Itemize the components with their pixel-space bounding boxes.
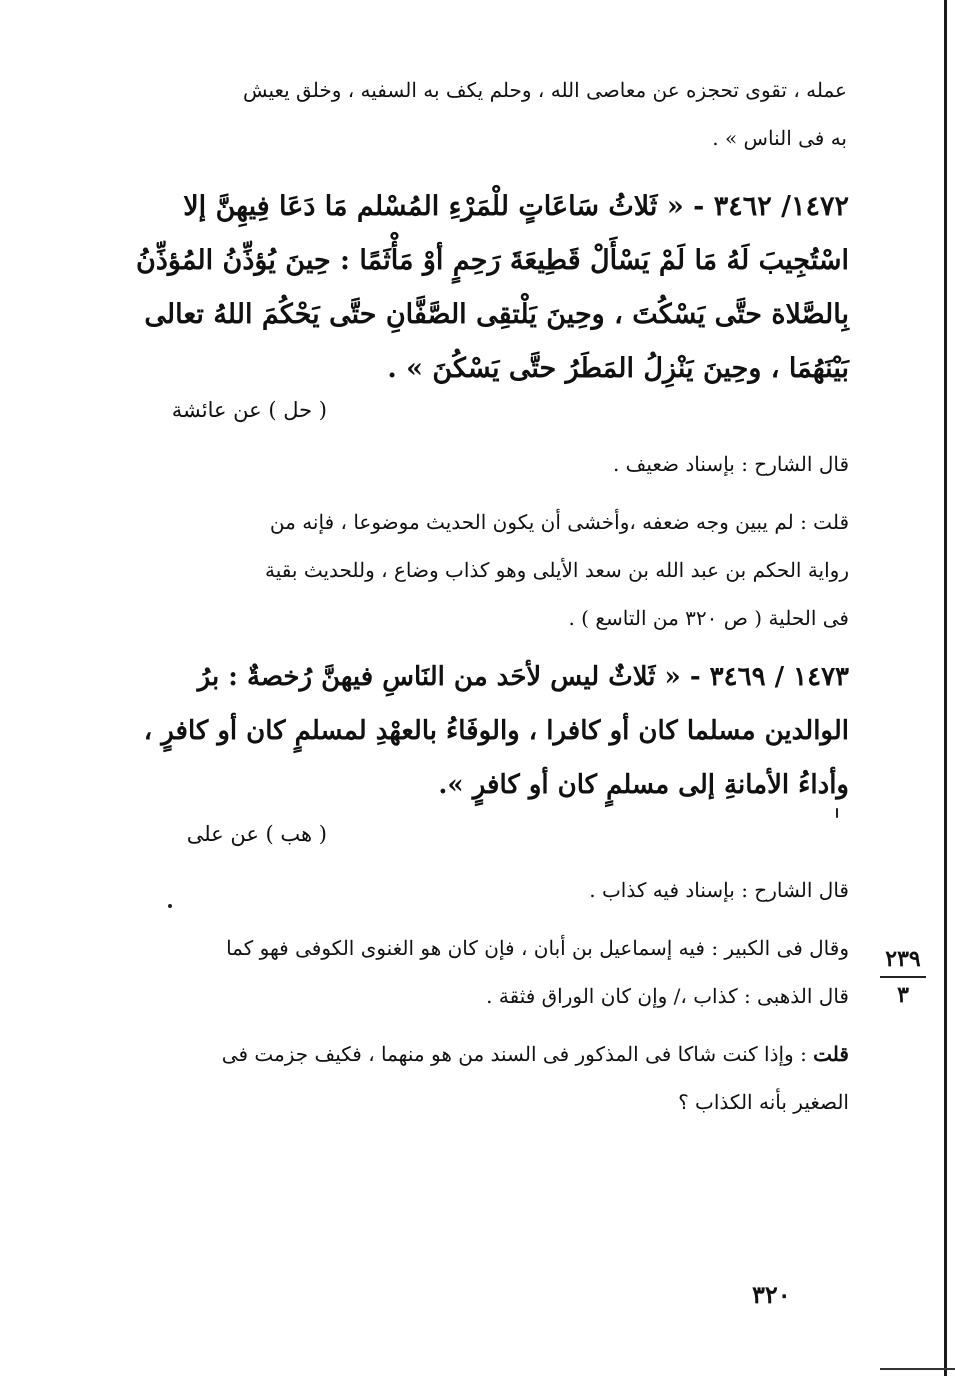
margin-reference-bottom: ٣ <box>897 982 909 1008</box>
margin-reference-rule <box>880 976 926 978</box>
intro-line-1: عمله ، تقوى تحجزه عن معاصى الله ، وحلم يكف به السفيه ، وخلق يعيش <box>242 78 847 102</box>
margin-reference-top: ٢٣٩ <box>885 946 921 972</box>
intro-line-2: به فى الناس » . <box>712 126 847 150</box>
page-edge-line <box>944 0 947 1376</box>
hadith-1472-line-3: بِالصَّلاة حتَّى يَسْكُتَ ، وحِينَ يَلْتقِى الصَّفَّانِ حتَّى يَحْكُمَ اللهُ تعالى <box>144 299 849 330</box>
hadith-1472-qult <box>149 498 849 642</box>
hadith-1472-sharih <box>149 440 849 488</box>
hadith-1473-qult <box>149 1030 849 1126</box>
page-number: ٣٢٠ <box>752 1280 791 1309</box>
hadith-1472-qult-line-2: رواية الحكم بن عبد الله بن سعد الأيلى وهو كذاب وضاع ، وللحديث بقية <box>265 558 849 582</box>
hadith-1473-sharih-text: قال الشارح : بإسناد فيه كذاب . <box>589 878 849 902</box>
hadith-1473-line-1: ١٤٧٣ / ٣٤٦٩ - « ثَلاثٌ ليس لأحَد من النَاسِ فيهنَّ رُخصةٌ : برُ <box>197 662 849 692</box>
margin-reference <box>878 946 928 1008</box>
hadith-1473-qult-line-2: الصغير بأنه الكذاب ؟ <box>678 1090 849 1114</box>
hadith-1473-sharih <box>149 866 849 914</box>
hadith-1472-qult-line-3: فى الحلية ( ص ٣٢٠ من التاسع ) . <box>568 606 849 630</box>
hadith-1472-line-1: ١٤٧٢/ ٣٤٦٢ - « ثَلاثُ سَاعَاتٍ للْمَرْءِ المُسْلم مَا دَعَا فِيهِنَّ إلا <box>183 191 849 222</box>
scan-speck <box>168 904 172 908</box>
hadith-1473-text <box>143 650 849 812</box>
hadith-1472-sharih-text: قال الشارح : بإسناد ضعيف . <box>612 452 849 476</box>
hadith-1473-kabir <box>149 924 849 1020</box>
hadith-1472-qult-line-1: قلت : لم يبين وجه ضعفه ،وأخشى أن يكون الحديث موضوعا ، فإنه من <box>269 510 849 534</box>
hadith-1472-line-4: بَيْنَهُمَا ، وحِينَ يَنْزِلُ المَطَرُ حتَّى يَسْكُنَ » . <box>387 353 849 384</box>
hadith-1472-line-2: اسْتُجِيبَ لَهُ مَا لَمْ يَسْأَلْ قَطِيعَةَ رَحِمٍ أوْ مَأْثَمًا : حِينَ يُؤذِّنُ المُؤذِّنُ <box>136 245 849 276</box>
hadith-1473-line-3: وأداءُ الأمانةِ إلى مسلمٍ كان أو كافرٍ ». <box>438 770 849 800</box>
qult-line-1-text: : وإذا كنت شاكا فى المذكور فى السند من هو منهما ، فكيف جزمت فى <box>221 1042 807 1066</box>
hadith-1472-source-text: ( حل ) عن عائشة <box>171 398 327 422</box>
hadith-1473-line-2: الوالدين مسلما كان أو كافرا ، والوفَاءُ بالعهْدِ لمسلمٍ كان أو كافرٍ ، <box>143 716 849 746</box>
hadith-1472-text <box>136 180 849 396</box>
hadith-1473-source <box>127 822 327 846</box>
qult-label: قلت <box>813 1042 849 1066</box>
bottom-corner-line <box>880 1368 955 1370</box>
intro-paragraph <box>147 66 847 162</box>
hadith-1473-qult-line-1 <box>149 1030 849 1078</box>
hadith-1473-kabir-line-2: قال الذهبى : كذاب ،/ وإن كان الوراق فثقة . <box>486 984 849 1008</box>
scan-speck <box>836 808 838 818</box>
hadith-1473-source-text: ( هب ) عن على <box>186 822 327 846</box>
hadith-1473-kabir-line-1: وقال فى الكبير : فيه إسماعيل بن أبان ، فإن كان هو الغنوى الكوفى فهو كما <box>226 936 849 960</box>
hadith-1472-source <box>127 398 327 422</box>
